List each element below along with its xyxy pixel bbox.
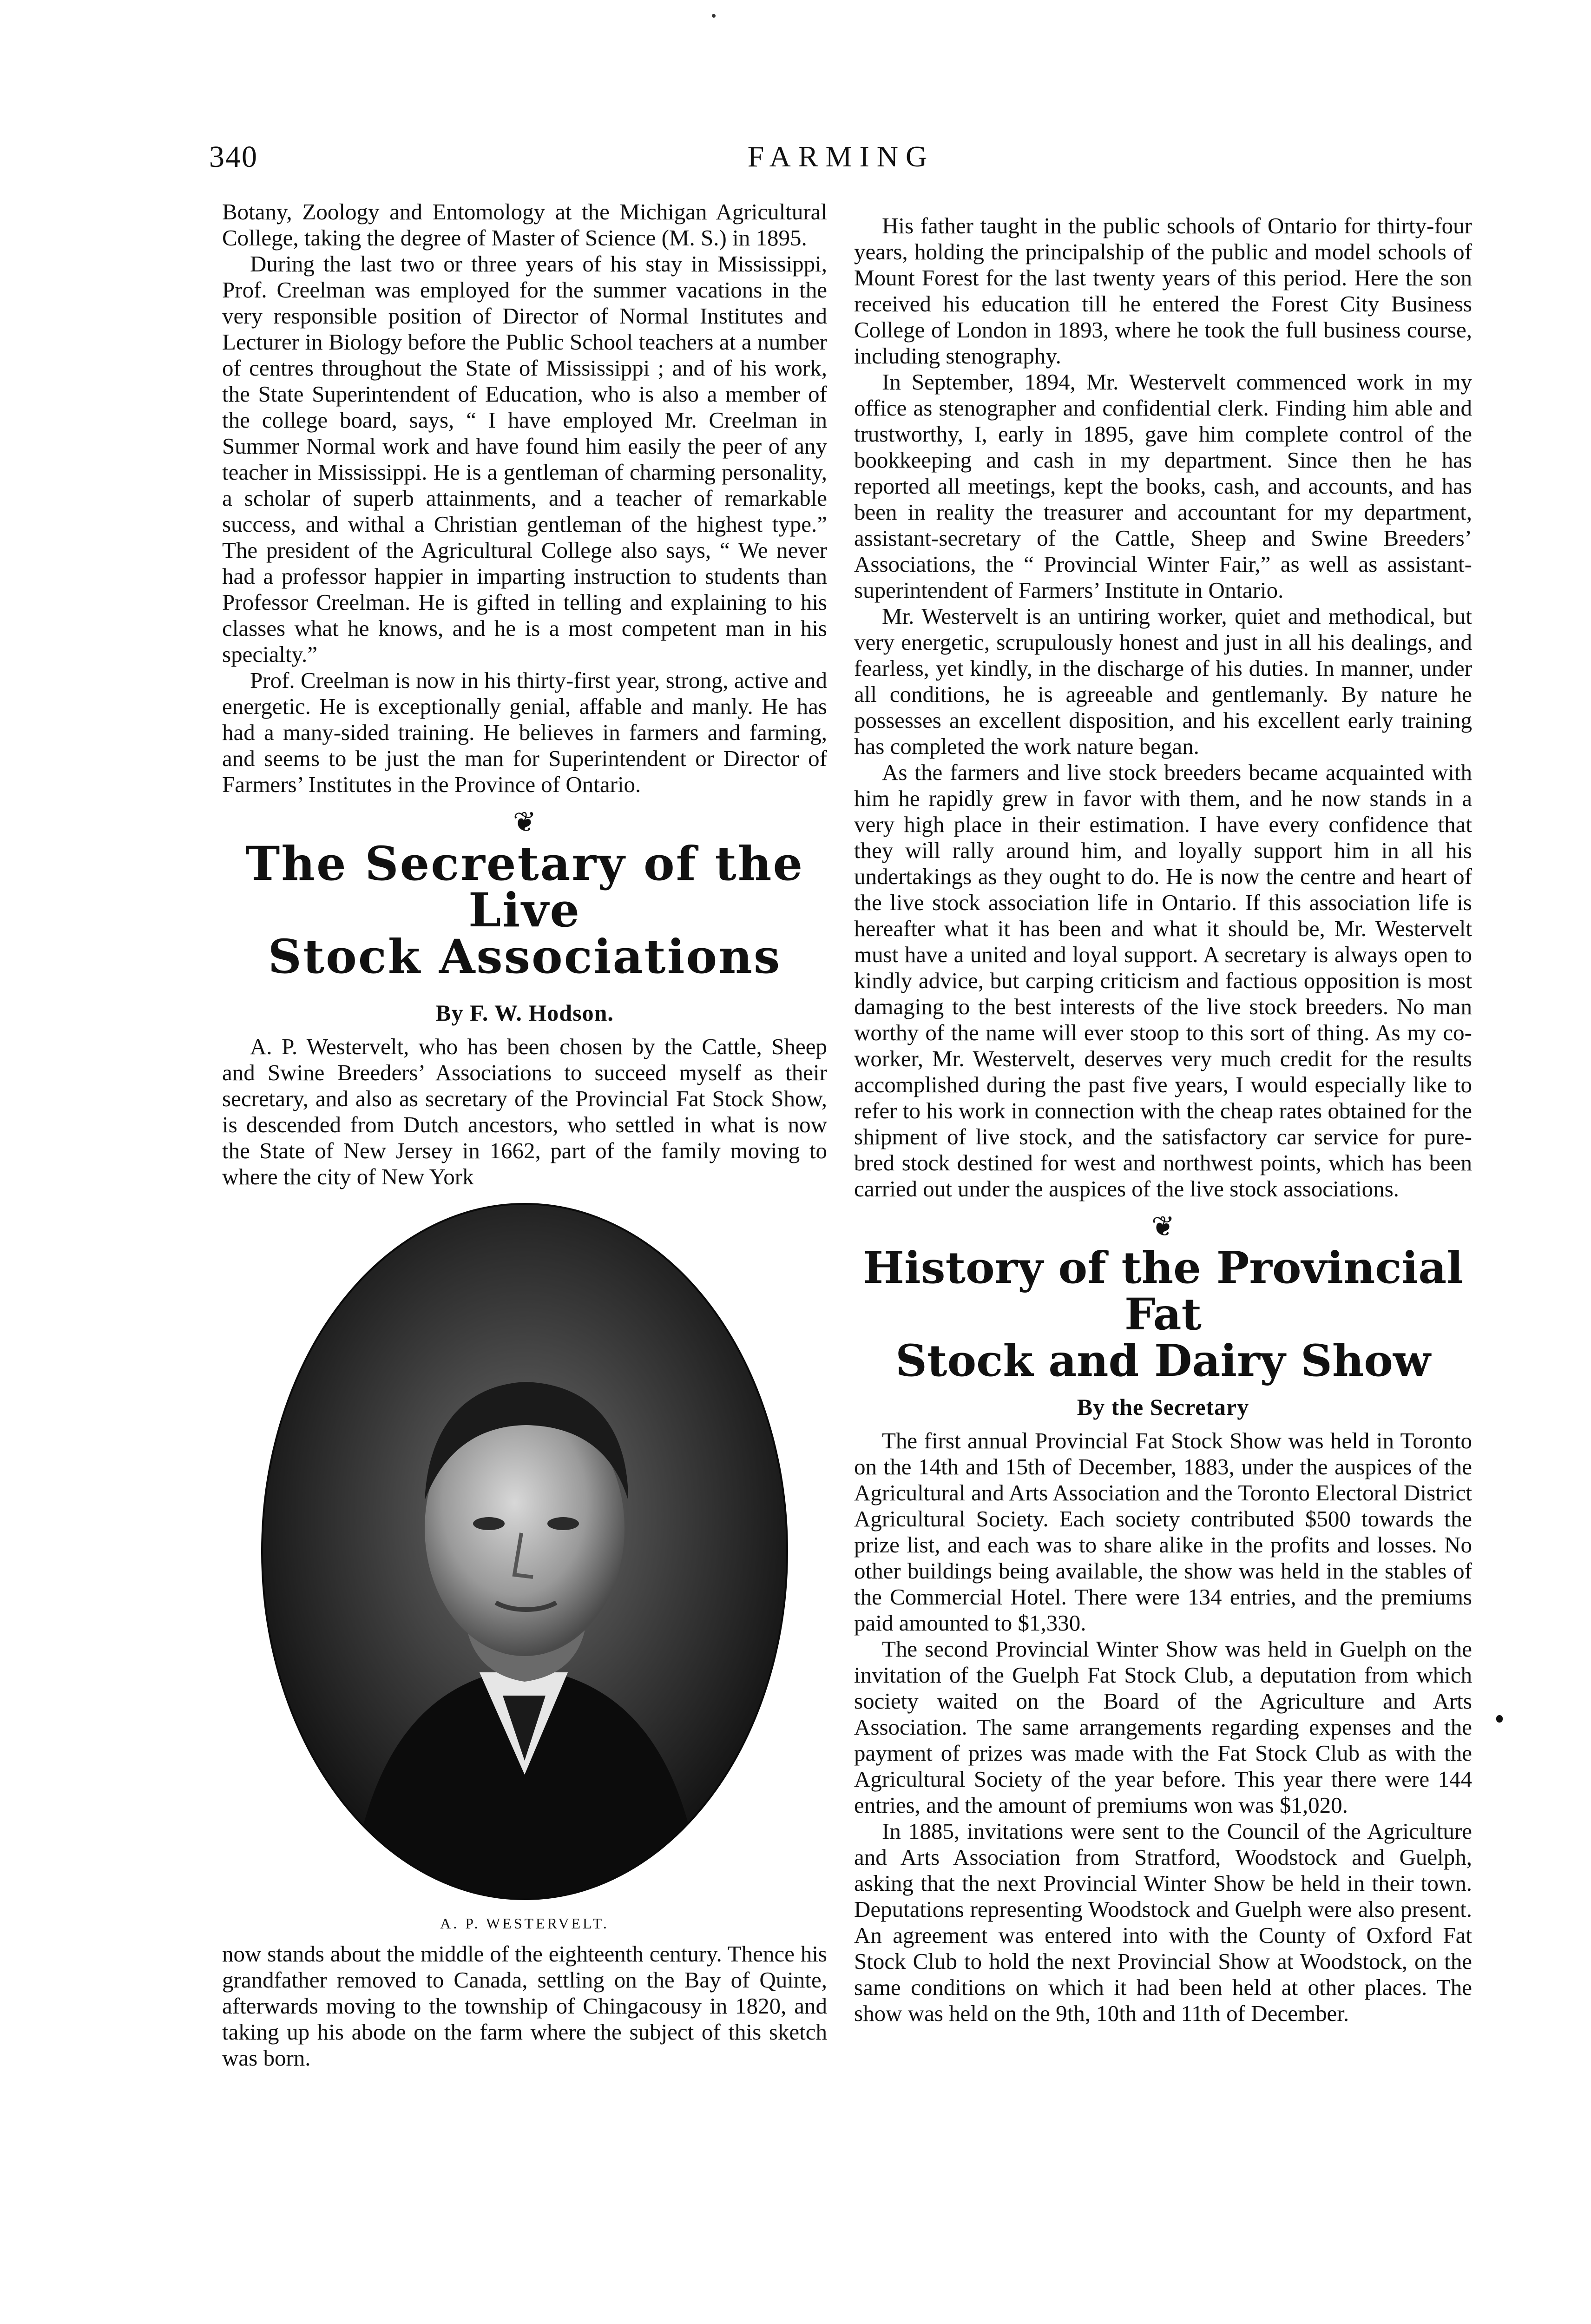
body-paragraph: A. P. Westervelt, who has been chosen by the Cattle, Sheep and Swine Breeders’ Associations to succeed myself as their secretary, and also as secretary of the Provincial Fat Stock Show, is descended from Dutch ancestors, who settled in what is now the State of New Jersey in 1662, part of the family moving to where the city of New York [222, 1034, 827, 1189]
page-number: 340 [209, 140, 258, 174]
running-title: FARMING [747, 140, 935, 173]
byline: By F. W. Hodson. [435, 1000, 614, 1026]
article-title-line: The Secretary of the Live [245, 836, 804, 938]
article-title [222, 836, 827, 984]
speck-mark [712, 14, 716, 18]
history-title-line: History of the Provincial Fat [863, 1242, 1463, 1340]
portrait-photo [261, 1203, 788, 1900]
right-column [854, 213, 1472, 2027]
left-column [222, 199, 827, 2071]
portrait-figure [222, 1203, 827, 1933]
body-paragraph: His father taught in the public schools of Ontario for thirty-four years, holding the principalship of the public and model schools of Mount Forest for the last twenty years of this period. Here the son received his education till he entered the Forest City Business College of London in 1893, where he took the full business course, including stenography. [854, 213, 1472, 369]
article-title-line: Stock Associations [268, 929, 782, 984]
history-title-line: Stock and Dairy Show [895, 1335, 1431, 1386]
body-paragraph: In 1885, invitations were sent to the Council of the Agriculture and Arts Association from Stratford, Woodstock and Guelph, asking that the next Provincial Winter Show be held in their town. Deputations representing Woodstock and Guelph were also present. An agreement was entered into with the County of Oxford Fat Stock Club to hold the next Provincial Show at Woodstock, on the same conditions on which it had been held at other places. The show was held on the 9th, 10th and 11th of December. [854, 1818, 1472, 2026]
body-paragraph: now stands about the middle of the eighteenth century. Thence his grandfather removed to Canada, settling on the Bay of Quinte, afterwards moving to the township of Chingacousy in 1820, and taking up his abode on the farm where the subject of this sketch was born. [222, 1941, 827, 2071]
history-byline: By the Secretary [1077, 1394, 1249, 1420]
section-ornament-icon: ❦ [1151, 1211, 1175, 1242]
section-ornament-icon: ❦ [513, 807, 537, 838]
body-paragraph: Prof. Creelman is now in his thirty-first year, strong, active and energetic. He is exceptionally genial, affable and manly. He has had a many-sided training. He believes in farmers and farming, and seems to be just the man for Superintendent or Director of Farmers’ Institutes in the Province of Ontario. [222, 667, 827, 797]
body-paragraph: During the last two or three years of his stay in Mississippi, Prof. Creelman was employed for the summer vacations in the very responsible position of Director of Normal Institutes and Lecturer in Biology before the Public School teachers at a number of centres throughout the State of Mississippi ; and of his work, the State Superintendent of Education, who is also a member of the college board, says, “ I have employed Mr. Creelman in Summer Normal work and have found him easily the peer of any teacher in Mississippi. He is a gentleman of charming personality, a scholar of superb attainments, and a teacher of remarkable success, and withal a Christian gentleman of the highest type.” The president of the Agricultural College also says, “ We never had a professor happier in imparting instruction to students than Professor Creelman. He is gifted in telling and explaining to his classes what he knows, and he is a most competent man in his specialty.” [222, 251, 827, 667]
photo-caption: A. P. WESTERVELT. [440, 1915, 609, 1932]
history-title [854, 1242, 1472, 1386]
body-paragraph: Mr. Westervelt is an untiring worker, quiet and methodical, but very energetic, scrupulously honest and just in all his dealings, and fearless, yet kindly, in the discharge of his duties. In manner, under all conditions, he is agreeable and gentlemanly. By nature he possesses an excellent disposition, and his excellent early training has completed the work nature began. [854, 603, 1472, 759]
body-paragraph: Botany, Zoology and Entomology at the Michigan Agricultural College, taking the degree of Master of Science (M. S.) in 1895. [222, 199, 827, 251]
body-paragraph: The first annual Provincial Fat Stock Show was held in Toronto on the 14th and 15th of December, 1883, under the auspices of the Agricultural and Arts Association and the Toronto Electoral District Agricultural Society. Each society contributed $500 towards the prize list, and each was to share alike in the profits and losses. No other buildings being available, the show was held in the stables of the Commercial Hotel. There were 134 entries, and the premiums paid amounted to $1,330. [854, 1428, 1472, 1636]
body-paragraph: As the farmers and live stock breeders became acquainted with him he rapidly grew in favor with them, and he now stands in a very high place in their estimation. I have every confidence that they will rally around him, and loyally support him in all his undertakings as they ought to do. He is now the centre and heart of the live stock association life in Ontario. If this association life is hereafter what it has been and what it should be, Mr. Westervelt must have a united and loyal support. A secretary is always open to kindly advice, but carping criticism and factious opposition is most damaging to the best interests of the live stock breeders. No man worthy of the name will ever stoop to this sort of thing. As my co-worker, Mr. Westervelt, deserves very much credit for the results accomplished during the past five years, I would especially like to refer to his work in connection with the cheap rates obtained for the shipment of live stock, and the satisfactory car service for pure-bred stock destined for west and northwest points, which has been carried out under the auspices of the live stock associations. [854, 759, 1472, 1202]
margin-dot [1496, 1715, 1503, 1723]
body-paragraph: In September, 1894, Mr. Westervelt commenced work in my office as stenographer and confidential clerk. Finding him able and trustworthy, I, early in 1895, gave him complete control of the bookkeeping and cash in my department. Since then he has reported all meetings, kept the books, cash, and accounts, and has been in reality the treasurer and accountant for my department, assistant-secretary of the Cattle, Sheep and Swine Breeders’ Associations, the “ Provincial Winter Fair,” as well as assistant-superintendent of Farmers’ Institute in Ontario. [854, 369, 1472, 603]
body-paragraph: The second Provincial Winter Show was held in Guelph on the invitation of the Guelph Fat Stock Club, a deputation from which society waited on the Board of the Agriculture and Arts Association. The same arrangements regarding expenses and the payment of prizes was made with the Fat Stock Club as with the Agricultural Society of the year before. This year there were 144 entries, and the amount of premiums won was $1,020. [854, 1636, 1472, 1818]
portrait-image [261, 1203, 788, 1900]
running-head [209, 139, 1473, 186]
